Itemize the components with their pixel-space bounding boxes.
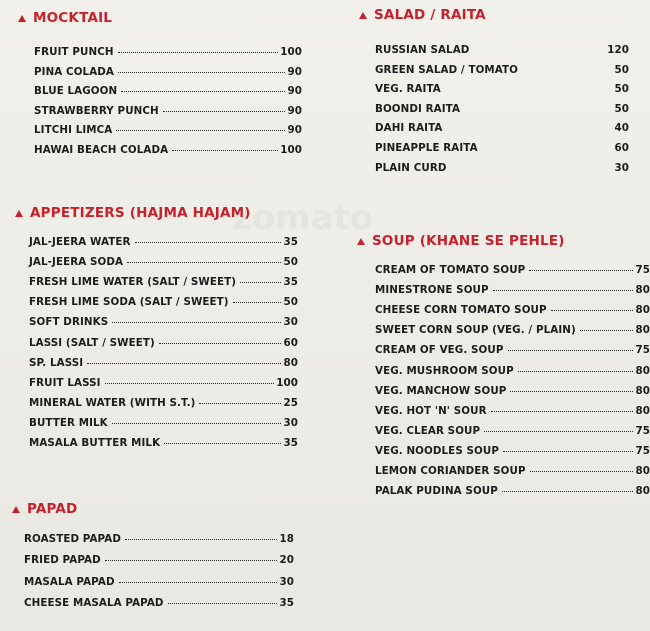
- menu-item-price: 20: [279, 554, 294, 567]
- menu-item: [375, 405, 650, 417]
- dot-leader: [168, 602, 278, 604]
- menu-item: [375, 264, 650, 276]
- menu-item-price: 100: [276, 376, 298, 389]
- menu-item: [34, 124, 302, 136]
- menu-item-price: 120: [607, 44, 629, 56]
- dot-leader: [159, 342, 282, 344]
- menu-item: [375, 142, 629, 154]
- section-title-text: PAPAD: [27, 501, 78, 517]
- menu-item: [24, 554, 294, 566]
- menu-item-name: PALAK PUDINA SOUP: [375, 485, 498, 498]
- menu-item: [29, 296, 298, 308]
- menu-item-name: CREAM OF VEG. SOUP: [375, 344, 504, 357]
- menu-item-name: FRUIT PUNCH: [34, 46, 114, 58]
- menu-item: [375, 425, 650, 437]
- menu-item: [375, 103, 629, 115]
- dot-leader: [240, 281, 281, 283]
- dot-leader: [491, 410, 634, 412]
- menu-item-name: CHEESE CORN TOMATO SOUP: [375, 304, 547, 317]
- section-title-soup: [357, 233, 565, 249]
- menu-item: [29, 437, 298, 449]
- triangle-icon: [15, 210, 23, 217]
- menu-item: [34, 144, 302, 156]
- dot-leader: [502, 490, 634, 492]
- dot-leader: [87, 362, 281, 364]
- menu-item-name: JAL-JEERA WATER: [29, 236, 131, 248]
- triangle-icon: [12, 506, 20, 513]
- menu-item: [29, 276, 298, 288]
- menu-item-price: 75: [635, 264, 650, 276]
- menu-item-price: 40: [614, 122, 629, 135]
- menu-item: [29, 397, 298, 409]
- menu-item: [29, 417, 298, 429]
- menu-item: [375, 162, 629, 174]
- menu-item-name: RUSSIAN SALAD: [375, 44, 470, 56]
- triangle-icon: [357, 238, 365, 245]
- menu-item-name: LITCHI LIMCA: [34, 124, 113, 137]
- menu-item-price: 80: [635, 364, 650, 377]
- dot-leader: [199, 402, 281, 404]
- dot-leader: [529, 269, 633, 271]
- dot-leader: [445, 89, 613, 90]
- menu-item-price: 60: [283, 336, 298, 349]
- menu-item-name: VEG. CLEAR SOUP: [375, 424, 481, 437]
- menu-item-price: 100: [280, 144, 302, 156]
- dot-leader: [508, 349, 634, 351]
- menu-item-price: 30: [614, 161, 629, 174]
- triangle-icon: [359, 12, 367, 19]
- menu-item-price: 80: [635, 485, 650, 498]
- menu-item: [375, 445, 650, 457]
- menu-item: [24, 597, 294, 609]
- menu-item-name: VEG. NOODLES SOUP: [375, 444, 499, 457]
- menu-item-price: 25: [283, 396, 298, 409]
- menu-item-name: HAWAI BEACH COLADA: [34, 144, 169, 156]
- menu-item-price: 50: [283, 256, 298, 269]
- dot-leader: [105, 559, 278, 561]
- menu-item-name: VEG. RAITA: [375, 83, 441, 96]
- menu-item-name: DAHI RAITA: [375, 122, 443, 135]
- menu-item-name: FRESH LIME WATER (SALT / SWEET): [29, 276, 237, 289]
- menu-item-price: 75: [635, 344, 650, 357]
- menu-item: [375, 284, 650, 296]
- menu-item-price: 50: [614, 63, 629, 76]
- dot-leader: [482, 148, 613, 149]
- menu-item: [29, 256, 298, 268]
- menu-item-name: MINESTRONE SOUP: [375, 284, 489, 297]
- menu-item-price: 80: [635, 384, 650, 397]
- menu-item-name: PINEAPPLE RAITA: [375, 142, 478, 154]
- dot-leader: [121, 90, 285, 92]
- menu-item-name: SOFT DRINKS: [29, 316, 109, 329]
- menu-item-price: 80: [635, 304, 650, 317]
- menu-item: [375, 64, 629, 76]
- triangle-icon: [18, 15, 26, 22]
- menu-item: [34, 85, 302, 97]
- menu-item-price: 35: [283, 276, 298, 289]
- dot-leader: [530, 470, 634, 472]
- menu-item-price: 80: [635, 404, 650, 417]
- menu-item: [24, 576, 294, 588]
- menu-item: [24, 533, 294, 545]
- dot-leader: [118, 51, 279, 53]
- dot-leader: [125, 538, 278, 540]
- menu-item-name: LASSI (SALT / SWEET): [29, 336, 155, 349]
- menu-item-price: 80: [635, 465, 650, 477]
- menu-item-name: VEG. HOT 'N' SOUR: [375, 404, 487, 417]
- menu-item: [375, 485, 650, 497]
- menu-item-name: BUTTER MILK: [29, 416, 108, 429]
- section-title-text: SALAD / RAITA: [374, 7, 486, 23]
- menu-item-name: SWEET CORN SOUP (VEG. / PLAIN): [375, 324, 576, 337]
- watermark: [232, 198, 373, 238]
- menu-item-name: PINA COLADA: [34, 65, 115, 78]
- menu-item-price: 60: [614, 142, 629, 154]
- menu-item: [29, 377, 298, 389]
- menu-item: [34, 46, 302, 58]
- dot-leader: [127, 261, 281, 263]
- menu-item-name: SP. LASSI: [29, 356, 84, 369]
- menu-item-name: BLUE LAGOON: [34, 85, 118, 98]
- dot-leader: [522, 70, 612, 71]
- menu-item-name: GREEN SALAD / TOMATO: [375, 63, 519, 76]
- menu-item-name: FRUIT LASSI: [29, 376, 101, 389]
- menu-item-name: CREAM OF TOMATO SOUP: [375, 264, 526, 276]
- menu-item-price: 35: [279, 596, 294, 609]
- menu-item-name: LEMON CORIANDER SOUP: [375, 465, 526, 477]
- menu-item: [34, 105, 302, 117]
- menu-item-price: 90: [287, 104, 302, 117]
- dot-leader: [510, 390, 633, 392]
- section-title-text: APPETIZERS (HAJMA HAJAM): [30, 205, 251, 221]
- menu-item: [375, 44, 629, 56]
- menu-item-name: FRESH LIME SODA (SALT / SWEET): [29, 296, 229, 309]
- menu-item-name: VEG. MANCHOW SOUP: [375, 384, 507, 397]
- menu-item-price: 18: [279, 533, 294, 545]
- menu-item-name: CHEESE MASALA PAPAD: [24, 596, 164, 609]
- menu-item-name: ROASTED PAPAD: [24, 533, 121, 545]
- dot-leader: [518, 370, 634, 372]
- menu-item-price: 100: [280, 46, 302, 58]
- menu-item-price: 50: [614, 83, 629, 96]
- menu-item-name: BOONDI RAITA: [375, 102, 461, 115]
- dot-leader: [172, 149, 278, 151]
- menu-item: [375, 122, 629, 134]
- menu-item-price: 30: [283, 316, 298, 329]
- menu-item-price: 90: [287, 65, 302, 78]
- dot-leader: [118, 71, 285, 73]
- dot-leader: [105, 382, 275, 384]
- menu-item-price: 80: [635, 324, 650, 337]
- dot-leader: [119, 581, 278, 583]
- dot-leader: [503, 450, 633, 452]
- menu-item-name: MASALA PAPAD: [24, 575, 115, 588]
- section-title-salad-raita: [359, 7, 486, 23]
- dot-leader: [112, 422, 282, 424]
- menu-item: [375, 304, 650, 316]
- menu-item-price: 35: [283, 437, 298, 449]
- dot-leader: [464, 109, 612, 110]
- dot-leader: [451, 168, 613, 169]
- section-title-papad: [12, 501, 77, 517]
- menu-item: [29, 316, 298, 328]
- section-title-text: SOUP (KHANE SE PEHLE): [372, 233, 565, 249]
- dot-leader: [163, 110, 286, 112]
- menu-item: [375, 83, 629, 95]
- dot-leader: [551, 309, 634, 311]
- dot-leader: [112, 321, 281, 323]
- dot-leader: [493, 289, 634, 291]
- menu-item: [375, 344, 650, 356]
- section-title-appetizers: [15, 205, 251, 221]
- section-title-text: MOCKTAIL: [33, 10, 113, 26]
- dot-leader: [473, 50, 605, 51]
- menu-item-name: VEG. MUSHROOM SOUP: [375, 364, 514, 377]
- dot-leader: [233, 301, 282, 303]
- menu-item-price: 30: [279, 575, 294, 588]
- section-title-mocktail: [18, 10, 112, 26]
- menu-item: [375, 465, 650, 477]
- menu-item-price: 90: [287, 124, 302, 137]
- dot-leader: [164, 442, 281, 444]
- dot-leader: [135, 241, 282, 243]
- menu-item-name: FRIED PAPAD: [24, 554, 101, 567]
- dot-leader: [580, 329, 634, 331]
- menu-item: [375, 324, 650, 336]
- menu-item-price: 50: [283, 296, 298, 309]
- dot-leader: [116, 129, 285, 131]
- menu-item-price: 75: [635, 424, 650, 437]
- menu-item-name: STRAWBERRY PUNCH: [34, 104, 159, 117]
- menu-item-name: JAL-JEERA SODA: [29, 256, 124, 269]
- menu-item-price: 90: [287, 85, 302, 98]
- menu-item: [29, 357, 298, 369]
- menu-item-price: 75: [635, 444, 650, 457]
- menu-item: [34, 66, 302, 78]
- menu-item-price: 35: [283, 236, 298, 248]
- menu-item-price: 80: [283, 356, 298, 369]
- menu-item-price: 30: [283, 416, 298, 429]
- menu-item-name: PLAIN CURD: [375, 161, 447, 174]
- menu-item: [375, 365, 650, 377]
- menu-item-name: MINERAL WATER (WITH S.T.): [29, 396, 196, 409]
- menu-item-name: MASALA BUTTER MILK: [29, 437, 161, 449]
- menu-item: [29, 236, 298, 248]
- menu-item-price: 80: [635, 284, 650, 297]
- dot-leader: [446, 128, 612, 129]
- dot-leader: [484, 430, 633, 432]
- menu-item: [29, 337, 298, 349]
- menu-item-price: 50: [614, 102, 629, 115]
- menu-item: [375, 385, 650, 397]
